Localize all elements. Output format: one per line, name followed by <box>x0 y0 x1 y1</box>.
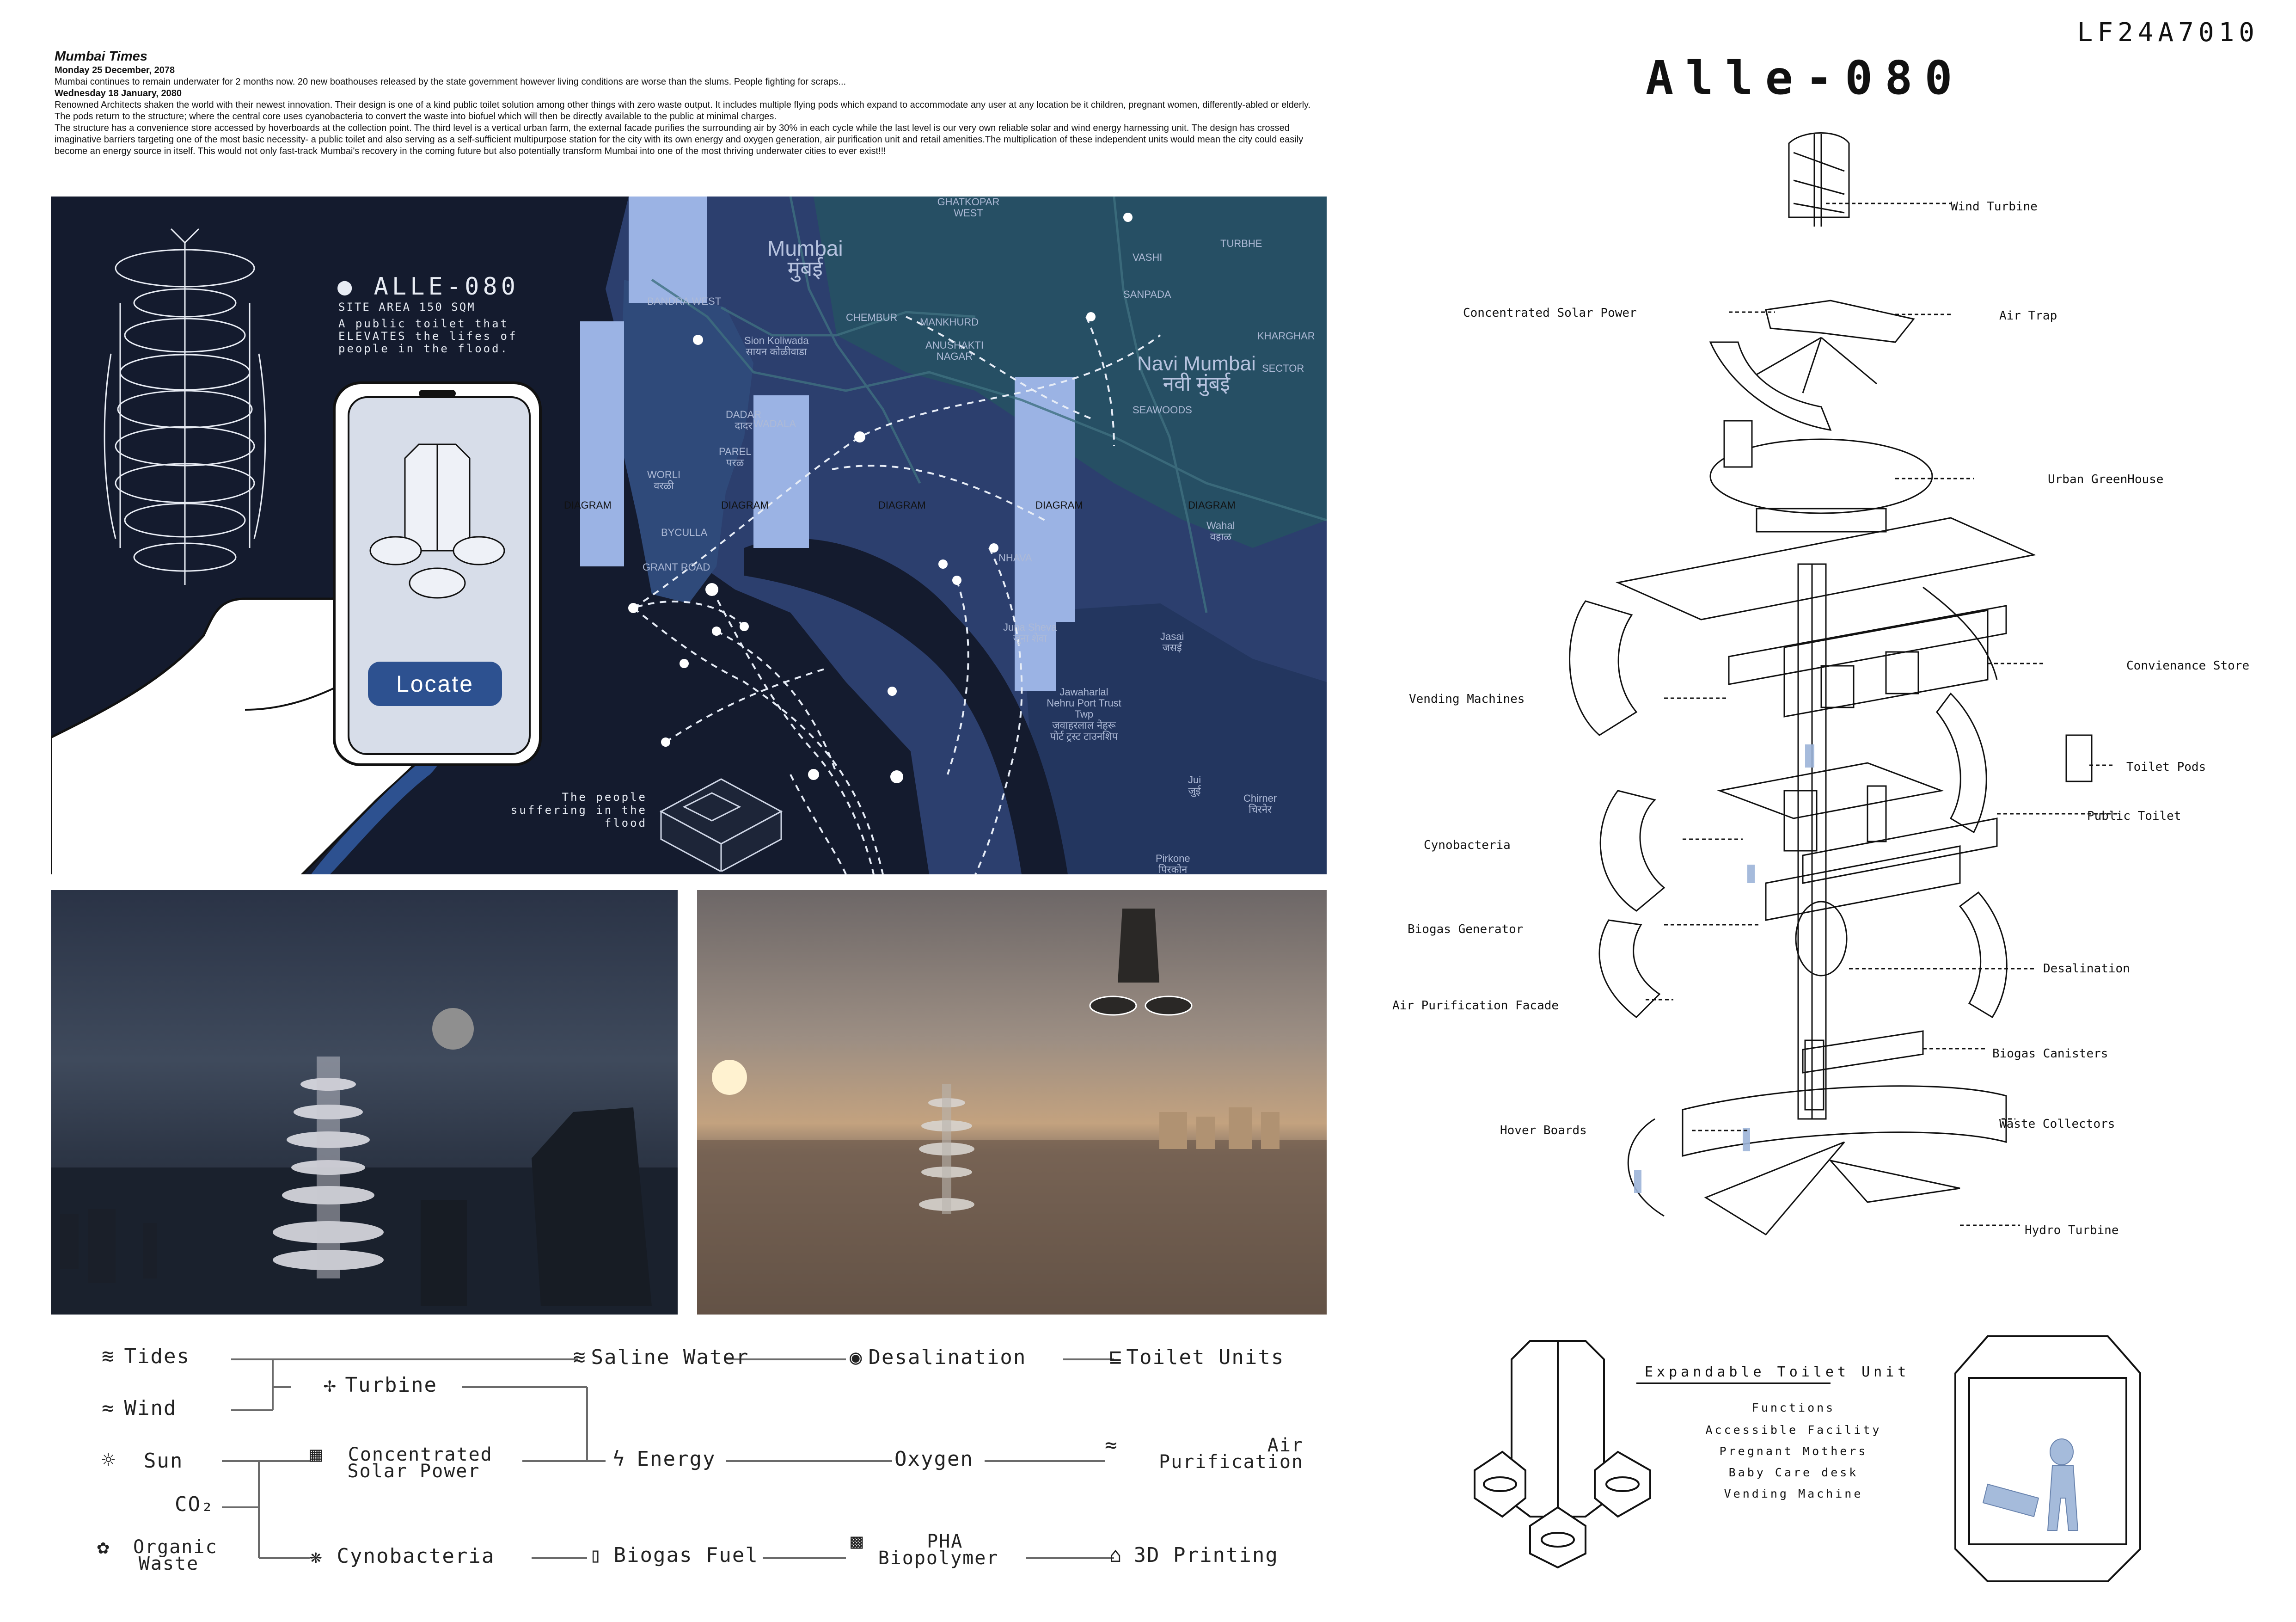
brand-label: ● ALLE-080 <box>337 273 520 301</box>
biopolymer-icon: ▩ <box>851 1530 864 1553</box>
flow-node-label: Saline Water <box>591 1346 749 1369</box>
flow-node-label: Organic Waste <box>133 1536 218 1574</box>
place-name-local: नवी मुंबई <box>1163 373 1231 395</box>
desalination-icon: ◉ <box>850 1346 863 1369</box>
place-name-local: परळ <box>726 457 744 468</box>
diagram-label: DIAGRAM <box>564 499 612 511</box>
place-name: Chirner <box>1243 793 1277 804</box>
map-place-label <box>1156 853 1190 874</box>
axo-label-cynobacteria: Cynobacteria <box>1424 838 1511 852</box>
flow-node-cynobacteria <box>310 1544 495 1568</box>
article-paragraph-1: Mumbai continues to remain underwater for 2 months now. 20 new boathouses released by the state government however living conditions are worse than the slums. People fighting for scraps... <box>55 77 846 87</box>
flow-node-label: Biogas Fuel <box>613 1543 759 1567</box>
flow-node-label: PHA Biopolymer <box>878 1531 999 1569</box>
axo-label-desalination: Desalination <box>2043 962 2130 976</box>
night-render <box>51 890 678 1315</box>
map-place-label <box>647 296 721 307</box>
lightning-icon: ϟ <box>612 1447 626 1471</box>
map-place-label <box>929 197 1008 219</box>
map-place-label <box>753 418 796 430</box>
toilet-interior-drawing <box>1951 1332 2145 1591</box>
building-block <box>643 761 800 872</box>
site-area: SITE AREA 150 SQM <box>338 301 476 313</box>
place-name: BYCULLA <box>661 527 708 538</box>
sun-icon: ☼ <box>102 1447 116 1473</box>
map-place-label <box>1220 238 1262 249</box>
place-name: BANDRA WEST <box>647 295 722 307</box>
axo-label-urban-greenhouse: Urban GreenHouse <box>2048 473 2164 486</box>
flow-node-sun <box>102 1447 183 1473</box>
place-name: Juna Sheva <box>1003 621 1057 633</box>
map-place-label <box>1133 252 1162 263</box>
flow-node-air-purification <box>1105 1433 1304 1473</box>
place-name: VASHI <box>1133 252 1163 263</box>
saline-water-icon: ≋ <box>573 1346 587 1369</box>
place-name: ANUSHAKTI NAGAR <box>925 339 984 362</box>
fuel-icon: ▯ <box>589 1543 603 1567</box>
flow-node-saline-water <box>573 1346 749 1369</box>
flow-node-csp <box>310 1443 518 1482</box>
map-place-label <box>1262 363 1304 374</box>
article-date-1: Monday 25 December, 2078 <box>55 65 175 75</box>
exploded-axonometric <box>1544 125 2191 1327</box>
phone <box>333 381 542 766</box>
flow-node-label: Sun <box>143 1449 184 1473</box>
axo-label-vending-machines: Vending Machines <box>1409 692 1525 706</box>
map-place-label <box>1206 520 1235 542</box>
map-panel <box>51 197 1327 874</box>
place-name-local: जुना शेवा <box>1013 633 1047 644</box>
flow-node-label: 3D Printing <box>1133 1543 1279 1567</box>
flow-node-wind <box>102 1396 177 1420</box>
flow-node-label: Cynobacteria <box>337 1544 495 1568</box>
dusk-scene <box>697 890 1327 1315</box>
map-place-label <box>744 335 808 357</box>
place-navi-mumbai <box>1137 354 1256 394</box>
place-name: PAREL <box>719 446 752 457</box>
locate-button[interactable]: Locate <box>368 662 502 706</box>
flow-node-3d-printing <box>1109 1543 1279 1567</box>
place-name-local: सायन कोळीवाडा <box>746 346 807 357</box>
phone-notch <box>419 390 456 397</box>
organic-waste-icon: ✿ <box>97 1535 110 1559</box>
tagline: A public toilet that ELEVATES the lifes of people in the flood. <box>338 317 518 355</box>
place-name: GRANT ROAD <box>643 561 710 573</box>
function-item: Baby Care desk <box>1728 1466 1859 1479</box>
flow-node-pha-biopolymer <box>851 1530 1026 1569</box>
diagram-label: DIAGRAM <box>878 499 926 511</box>
flow-node-label: Toilet Units <box>1126 1346 1285 1369</box>
sheet-code: LF24A7010 <box>2077 18 2259 48</box>
diagram-label: DIAGRAM <box>721 499 769 511</box>
flow-node-label: Desalination <box>868 1346 1027 1369</box>
axo-label-public-toilet: Public Toilet <box>2087 809 2181 823</box>
news-article <box>55 48 1326 157</box>
place-name-local: पिरकोन <box>1158 864 1188 874</box>
highlight-zone-2 <box>629 197 707 303</box>
place-name: Jui <box>1188 774 1201 786</box>
map-place-label <box>915 340 994 362</box>
place-name-local: वरळी <box>654 480 674 492</box>
place-name-local: मुंबई <box>787 257 823 281</box>
flow-node-label: Wind <box>124 1396 177 1420</box>
article-paragraph-2: Renowned Architects shaken the world with their newest innovation. Their design is one of a kind public toilet solution among other things with zero waste output. It includes multiple flying pods which expand to accommodate any user at any location be it children, pregnant women, differently-abled or elderly. The pods return to the structure; where the central core uses cyanobacteria to convert the waste into biofuel which will then be directly available to the public at minimal charges. <box>55 100 1311 122</box>
map-place-label <box>647 469 680 492</box>
place-name: Mumbai <box>767 236 843 260</box>
place-name: Jawaharlal Nehru Port Trust Twp <box>1047 686 1121 720</box>
dusk-render <box>697 890 1327 1315</box>
flow-node-turbine <box>324 1373 437 1397</box>
flow-node-toilet-units <box>1109 1346 1284 1369</box>
flow-node-label: Turbine <box>345 1373 437 1397</box>
toilet-icon: ⊑ <box>1109 1346 1123 1369</box>
map-place-label <box>1160 631 1184 653</box>
flow-node-label: Air Purification <box>1159 1435 1304 1473</box>
diagram-label: DIAGRAM <box>1035 499 1083 511</box>
axo-label-air-trap: Air Trap <box>1999 309 2057 323</box>
highlight-zone-1 <box>580 321 624 566</box>
axo-label-biogas-canisters: Biogas Canisters <box>1992 1047 2108 1061</box>
place-name: Sion Koliwada <box>744 335 809 346</box>
night-scene <box>51 890 678 1315</box>
toilet-unit-title: Expandable Toilet Unit <box>1645 1364 1910 1380</box>
map-place-label <box>643 562 710 573</box>
newspaper-title: Mumbai Times <box>55 49 147 64</box>
flow-node-label: Energy <box>637 1447 716 1471</box>
place-mumbai <box>767 238 843 279</box>
brand-name: ALLE-080 <box>373 273 520 301</box>
bacteria-icon: ❋ <box>310 1544 323 1568</box>
solar-panel-icon: ▦ <box>310 1443 323 1466</box>
article-date-2: Wednesday 18 January, 2080 <box>55 88 182 98</box>
flow-node-energy <box>612 1447 716 1471</box>
flow-node-label: Tides <box>124 1345 190 1368</box>
place-name: KHARGHAR <box>1257 330 1315 342</box>
project-title: Alle-080 <box>1646 51 1965 105</box>
place-name-local: दादर <box>735 420 753 431</box>
place-name-local: जुई <box>1188 785 1201 797</box>
map-place-label <box>1133 405 1192 416</box>
place-name: NHAVA <box>998 552 1032 564</box>
axo-label-waste-collectors: Waste Collectors <box>1999 1117 2115 1131</box>
axo-label-hydro-turbine: Hydro Turbine <box>2025 1223 2119 1237</box>
functions-heading: Functions <box>1751 1401 1836 1414</box>
wind-icon: ≈ <box>102 1396 115 1420</box>
flood-caption: The people suffering in the flood <box>510 791 647 829</box>
map-place-label <box>846 312 897 323</box>
diagram-label: DIAGRAM <box>1188 499 1236 511</box>
flying-pod <box>1090 909 1192 1015</box>
map-place-label <box>1257 331 1315 342</box>
map-place-label <box>998 553 1032 564</box>
place-name: SECTOR <box>1262 362 1304 374</box>
place-name: TURBHE <box>1220 238 1262 249</box>
flow-node-desalination <box>850 1346 1026 1369</box>
axo-label-hover-boards: Hover Boards <box>1500 1124 1587 1137</box>
flow-node-oxygen: Oxygen <box>894 1447 974 1471</box>
air-purification-icon: ≈ <box>1105 1433 1118 1457</box>
function-item: Pregnant Mothers <box>1719 1444 1868 1458</box>
place-name: Navi Mumbai <box>1137 352 1256 375</box>
toilet-unit-divider <box>1636 1382 1831 1384</box>
axo-label-csp: Concentrated Solar Power <box>1463 306 1637 320</box>
pod-illustration <box>368 435 507 620</box>
place-name: CHEMBUR <box>846 312 898 323</box>
flow-node-label: Concentrated Solar Power <box>347 1444 493 1482</box>
map-place-label <box>1188 774 1201 797</box>
place-name-local: वहाळ <box>1210 531 1231 542</box>
place-name: WORLI <box>647 469 681 480</box>
turbine-icon: ✢ <box>324 1373 337 1397</box>
axo-label-toilet-pods: Toilet Pods <box>2126 760 2206 774</box>
place-name: DADAR <box>726 409 762 420</box>
place-name: Wahal <box>1206 520 1235 531</box>
flow-node-organic-waste <box>97 1535 240 1574</box>
flow-node-co2: CO₂ <box>175 1493 214 1516</box>
flow-node-tides <box>102 1345 190 1368</box>
wave-icon: ≋ <box>102 1345 115 1368</box>
function-item: Accessible Facility <box>1705 1423 1882 1437</box>
place-name: MANKHURD <box>920 316 979 328</box>
map-place-label <box>920 317 979 328</box>
map-place-label <box>1243 793 1277 815</box>
article-paragraph-3: The structure has a convenience store accessed by hoverboards at the collection point. The third level is a vertical urban farm, the external facade purifies the surrounding air by 30% in each cycle while the last level is our very own reliable solar and wind energy harnessing unit. The design has crossed imaginative barriers targeting one of the most basic necessity- a public toilet and also serving as a self-sufficient multipurpose station for the city with its own energy and oxygen generation, air purification unit and retail amenities.The multiplication of these independent units would mean the city could easily become an energy source in itself. This would not only fast-track Mumbai's recovery in the coming future but also potentially transform Mumbai into one of the most thriving underwater cities to ever exist!!! <box>55 123 1304 156</box>
place-name-local: चिरनेर <box>1249 804 1272 815</box>
axo-label-convenience-store: Convienance Store <box>2126 659 2250 673</box>
place-name: SEAWOODS <box>1133 404 1192 416</box>
place-name: SANPADA <box>1123 289 1171 300</box>
place-name: Jasai <box>1160 631 1184 642</box>
map-place-label <box>1045 687 1123 742</box>
map-place-label <box>719 446 752 468</box>
flow-node-biogas-fuel <box>589 1543 759 1567</box>
place-name: GHATKOPAR WEST <box>937 197 1000 219</box>
function-item: Vending Machine <box>1724 1487 1863 1500</box>
place-name-local: जसई <box>1162 642 1182 653</box>
map-place-label <box>1123 289 1171 300</box>
axo-label-air-purification-facade: Air Purification Facade <box>1392 999 1559 1013</box>
3d-printer-icon: ⌂ <box>1109 1543 1123 1567</box>
place-name-local: जवाहरलाल नेहरू पोर्ट ट्रस्ट टाउनशिप <box>1050 719 1118 742</box>
place-name: Pirkone <box>1156 853 1190 864</box>
place-name: WADALA <box>753 418 796 430</box>
axo-label-biogas-generator: Biogas Generator <box>1408 922 1524 936</box>
axo-label-wind-turbine: Wind Turbine <box>1951 200 2038 214</box>
map-place-label <box>661 527 707 538</box>
map-place-label <box>1003 622 1057 644</box>
